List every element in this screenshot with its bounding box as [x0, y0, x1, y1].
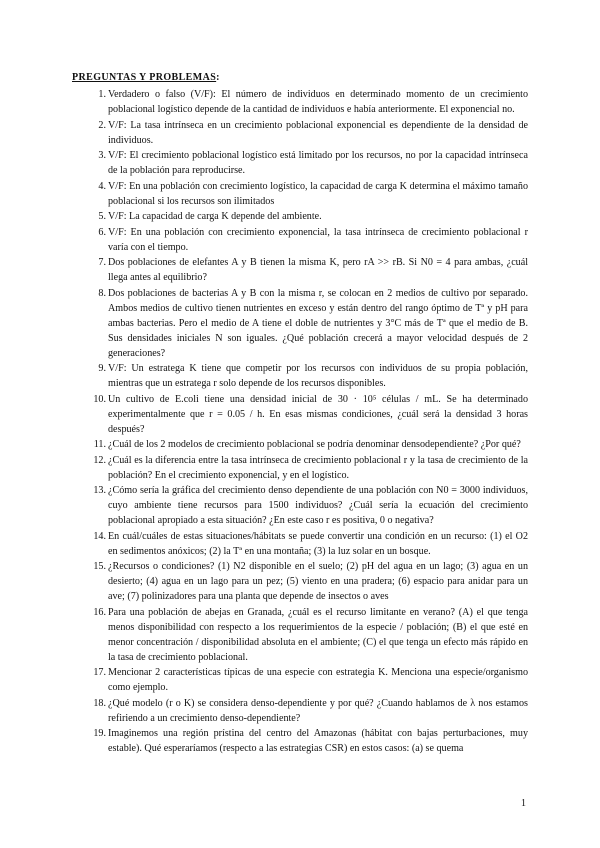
question-item: [72, 179, 528, 209]
question-text: Mencionar 2 características típicas de una especie con estrategia K. Menciona una especie/organismo como ejemplo.: [108, 667, 528, 693]
question-text: V/F: El crecimiento poblacional logístico está limitado por los recursos, no por la capacidad intrínseca de la población para reproducirse.: [108, 150, 528, 176]
question-item: [72, 529, 528, 559]
question-item: [72, 437, 528, 452]
question-number: 19 .: [86, 726, 106, 741]
question-number: 13 .: [86, 483, 106, 498]
question-number: 8 .: [86, 286, 106, 301]
question-item: [72, 559, 528, 604]
question-text: V/F: Un estratega K tiene que competir por los recursos con individuos de su propia población, mientras que un estratega r solo depende de los recursos disponibles.: [108, 363, 528, 389]
question-text: Imaginemos una región prístina del centro del Amazonas (hábitat con bajas perturbaciones, muy estable). Qué esperaríamos (respecto a las estrategias CSR) en estos casos: (a) se quema: [108, 728, 528, 754]
question-number: 5 .: [86, 209, 106, 224]
question-item: [72, 286, 528, 361]
question-item: [72, 225, 528, 255]
question-item: [72, 453, 528, 483]
question-text: Dos poblaciones de elefantes A y B tienen la misma K, pero rA >> rB. Si N0 = 4 para ambas, ¿cuál llega antes al equilibrio?: [108, 257, 528, 283]
question-item: [72, 726, 528, 756]
question-number: 18 .: [86, 696, 106, 711]
question-text: V/F: En una población con crecimiento exponencial, la tasa intrínseca de crecimiento poblacional r varía con el tiempo.: [108, 226, 528, 253]
question-text: Para una población de abejas en Granada, ¿cuál es el recurso limitante en verano? (A) el que tenga menos disponibilidad con respecto a los requerimientos de la especie / población; (B) el que esté en menor concentración / disponibilidad absoluta en el ambiente; (C) el que tenga un efecto más rápido en la tasa de crecimiento poblacional.: [108, 606, 528, 663]
question-number: 16 .: [86, 605, 106, 620]
question-text: ¿Cuál de los 2 modelos de crecimiento poblacional se podría denominar densodependiente? ¿Por qué?: [108, 439, 521, 450]
question-number: 6 .: [86, 225, 106, 240]
question-text: Un cultivo de E.coli tiene una densidad inicial de 30 · 10⁵ células / mL. Se ha determinado experimentalmente que r = 0.05 / h. En esas mismas condiciones, ¿cuál será la densidad 3 horas después?: [108, 393, 528, 435]
question-number: 17 .: [86, 665, 106, 680]
question-text: ¿Cómo sería la gráfica del crecimiento denso dependiente de una población con N0 = 3000 individuos, cuyo ambiente tiene recursos para 1500 individuos? ¿Cuál sería la ecuación del crecimiento poblacional apropiado a esta situación? ¿En este caso r es positiva, 0 o negativa?: [108, 485, 528, 526]
question-item: [72, 665, 528, 695]
question-text: ¿Recursos o condiciones? (1) N2 disponible en el suelo; (2) pH del agua en un lago; (3) agua en un desierto; (4) agua en un lago para un pez; (5) viento en una pradera; (6) espacio para anidar para un ave; (7) polinizadores para una planta que depende de insectos o aves: [108, 561, 528, 602]
question-number: 14 .: [86, 529, 106, 544]
question-list: [72, 87, 528, 757]
question-text: En cuál/cuáles de estas situaciones/hábitats se puede convertir una condición en un recurso: (1) el O2 en sedimentos anóxicos; (2) la Tª en una montaña; (3) la luz solar en un bosque.: [108, 530, 528, 557]
question-text: V/F: En una población con crecimiento logístico, la capacidad de carga K determina el máximo tamaño poblacional si los recursos son ilimitados: [108, 180, 528, 207]
question-number: 1 .: [86, 87, 106, 102]
question-number: 3 .: [86, 148, 106, 163]
question-number: 12 .: [86, 453, 106, 468]
question-number: 2 .: [86, 118, 106, 133]
question-item: [72, 209, 528, 224]
question-number: 11 .: [86, 437, 106, 452]
section-heading: [72, 72, 220, 83]
question-text: Verdadero o falso (V/F): El número de individuos en determinado momento de un crecimiento poblacional logístico depende de la cantidad de individuos e había anteriormente. El exponencial no.: [108, 89, 528, 115]
question-number: 15 .: [86, 559, 106, 574]
question-text: V/F: La tasa intrínseca en un crecimiento poblacional exponencial es dependiente de la densidad de individuos.: [108, 119, 528, 146]
question-number: 10 .: [86, 392, 106, 407]
question-item: [72, 87, 528, 117]
heading-colon: :: [216, 72, 220, 83]
question-number: 7 .: [86, 255, 106, 270]
question-item: [72, 255, 528, 285]
question-item: [72, 696, 528, 726]
question-text: ¿Cuál es la diferencia entre la tasa intrínseca de crecimiento poblacional r y la tasa de crecimiento de la población? En el crecimiento exponencial, y en el logístico.: [108, 454, 528, 481]
question-number: 4 .: [86, 179, 106, 194]
question-item: [72, 148, 528, 178]
question-number: 9 .: [86, 361, 106, 376]
heading-text: PREGUNTAS Y PROBLEMAS: [72, 72, 217, 83]
question-item: [72, 392, 528, 437]
question-text: Dos poblaciones de bacterias A y B con la misma r, se colocan en 2 medios de cultivo por separado. Ambos medios de cultivo tienen nutrientes en exceso y están dentro del rango óptimo de Tª y pH para ambas bacterias. Pero el medio de A tiene el doble de nutrientes y 3°C más de Tª que el medio de B. Sus densidades iniciales N son iguales. ¿Qué población crecerá a mayor velocidad después de 2 generaciones?: [108, 287, 528, 359]
page-number: 1: [521, 798, 526, 809]
question-text: ¿Qué modelo (r o K) se considera denso-dependiente y por qué? ¿Cuando hablamos de λ nos estamos refiriendo a un crecimiento denso-dependiente?: [108, 697, 528, 724]
question-item: [72, 483, 528, 528]
question-item: [72, 118, 528, 148]
question-item: [72, 605, 528, 665]
question-text: V/F: La capacidad de carga K depende del ambiente.: [108, 211, 322, 222]
question-item: [72, 361, 528, 391]
